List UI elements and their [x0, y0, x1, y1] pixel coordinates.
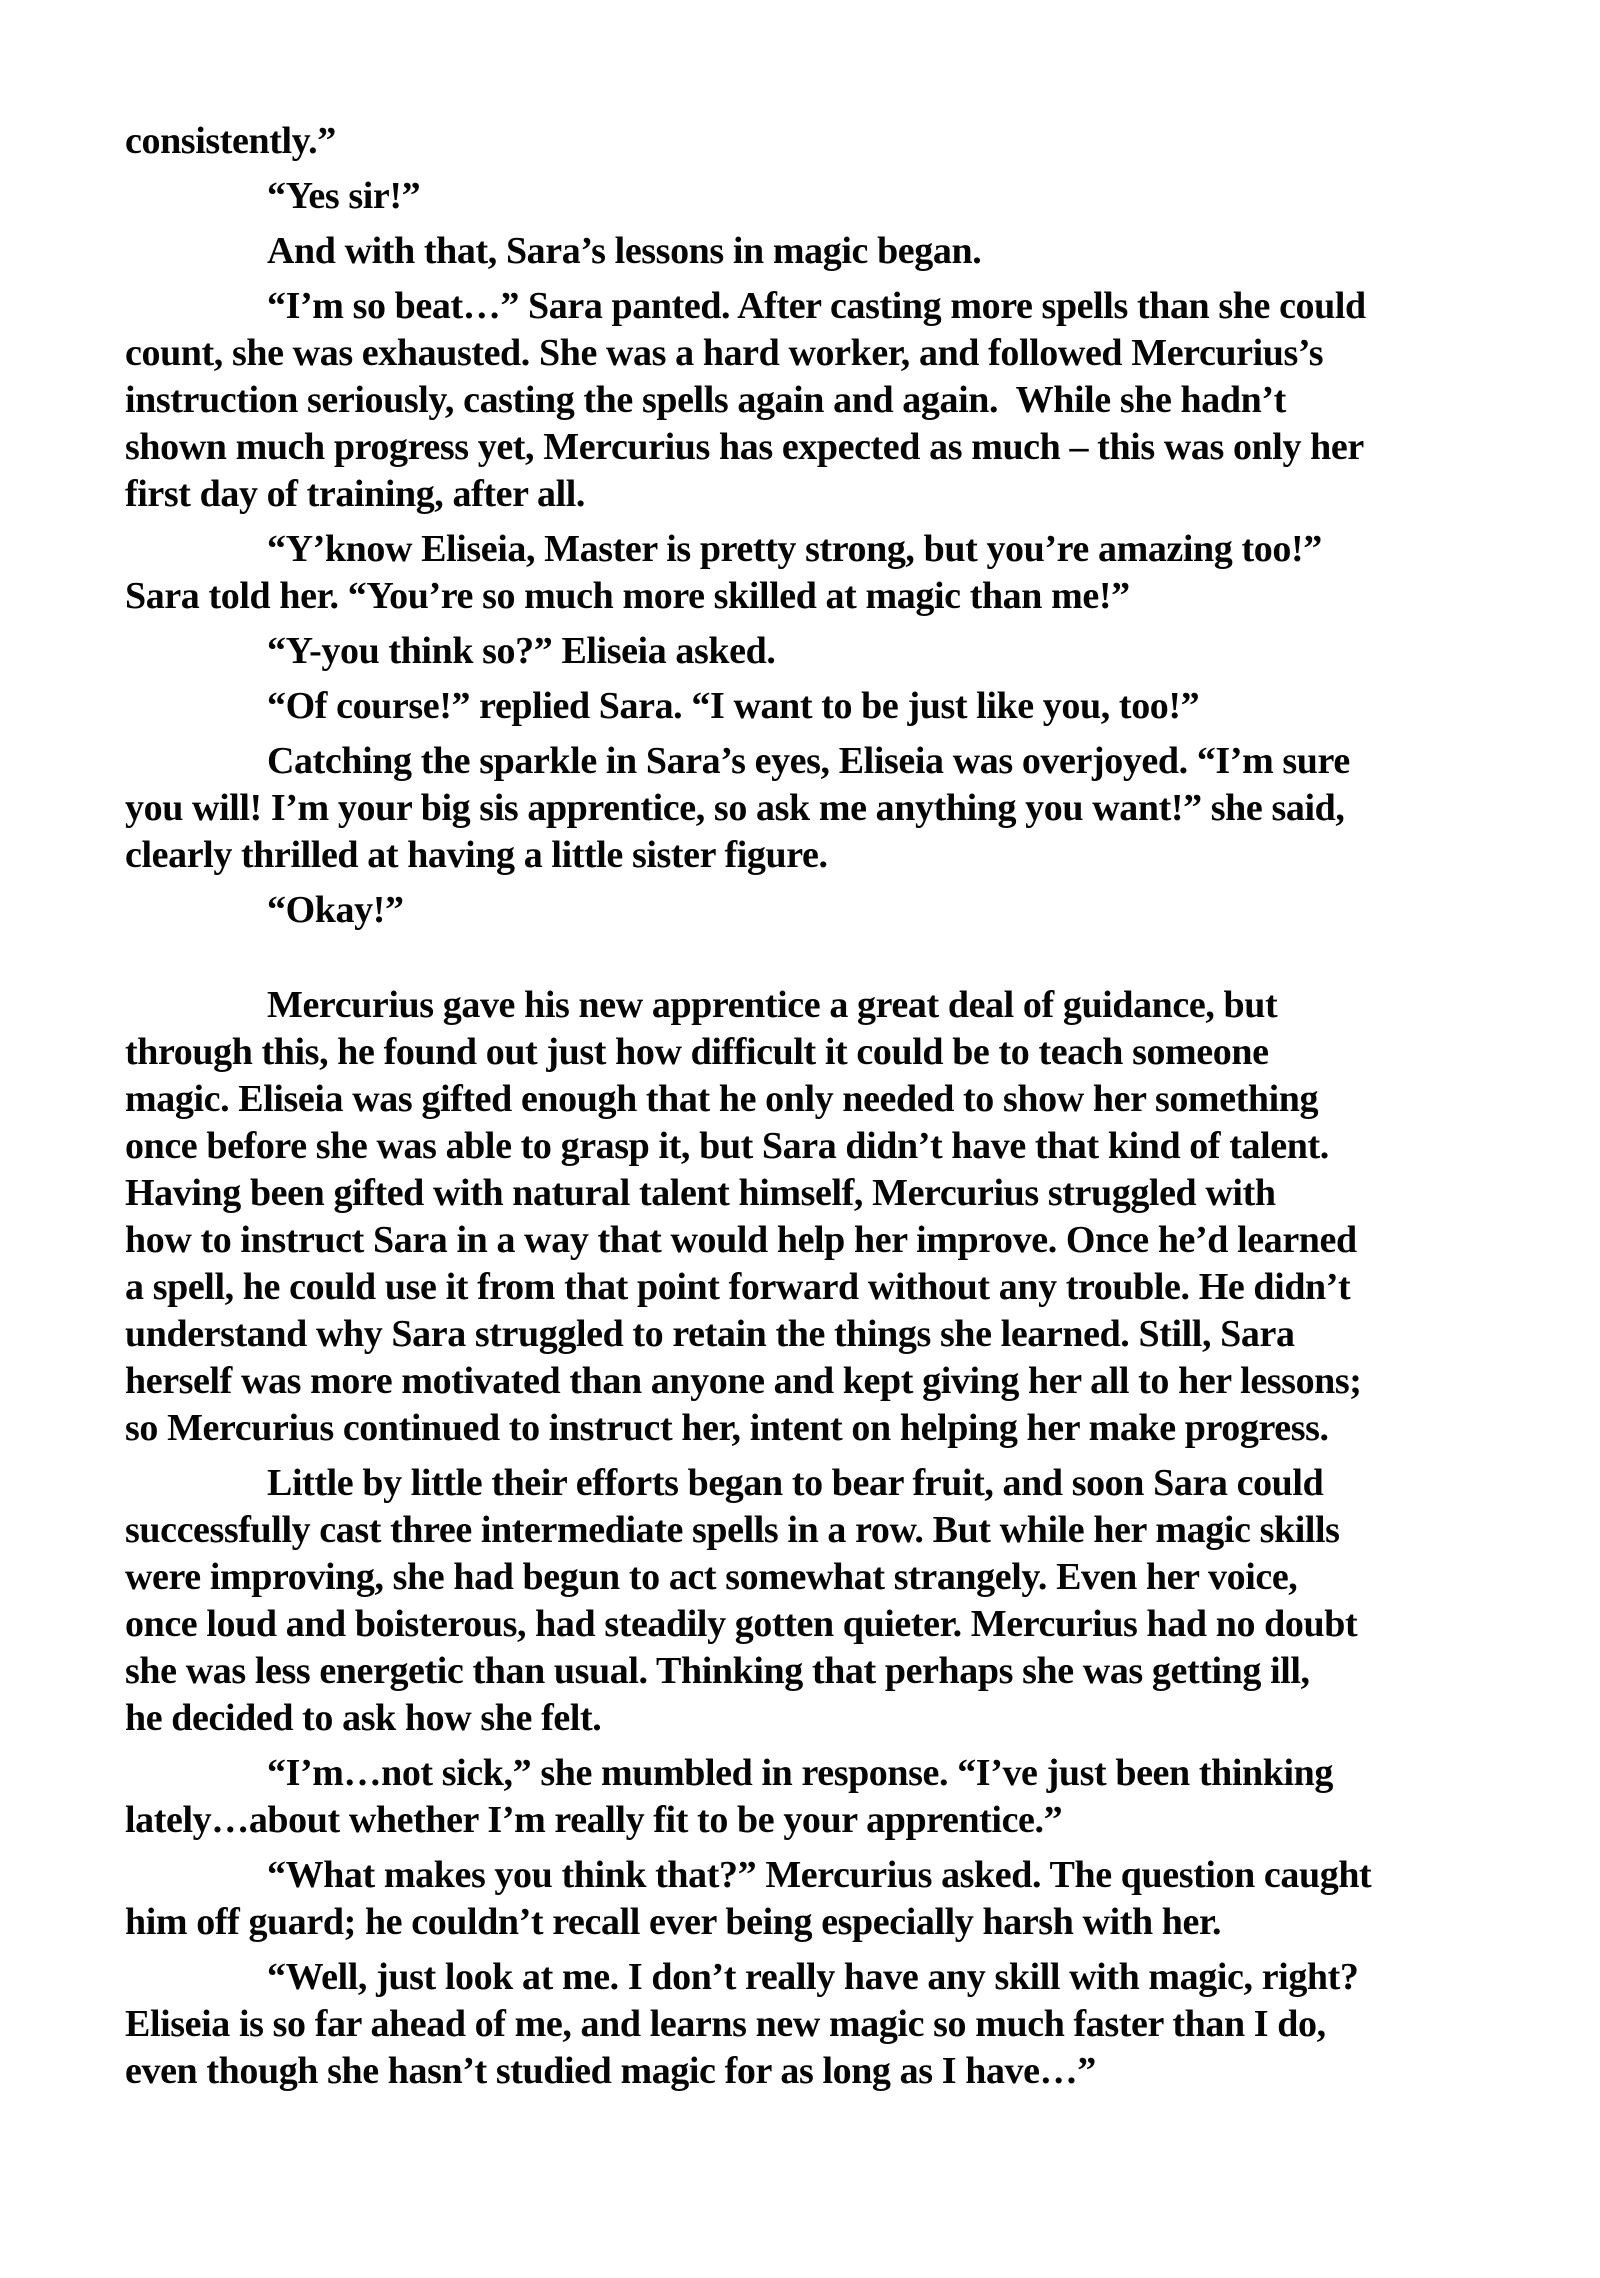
text-line: herself was more motivated than anyone and kept giving her all to her lessons;	[125, 1360, 1362, 1402]
paragraph	[125, 228, 1485, 275]
paragraph	[125, 1750, 1485, 1844]
section-spacer	[125, 942, 1485, 982]
paragraph	[125, 1852, 1485, 1946]
text-line: first day of training, after all.	[125, 473, 585, 515]
text-line: even though she hasn’t studied magic for as long as I have…”	[125, 2050, 1096, 2092]
text-line: “Well, just look at me. I don’t really have any skill with magic, right?	[267, 1956, 1359, 1998]
text-line: consistently.”	[125, 120, 336, 162]
text-line: clearly thrilled at having a little sister figure.	[125, 834, 828, 876]
text-line: lately…about whether I’m really fit to be your apprentice.”	[125, 1799, 1063, 1841]
text-line: so Mercurius continued to instruct her, intent on helping her make progress.	[125, 1407, 1329, 1449]
text-line: “Okay!”	[267, 889, 404, 931]
text-line: magic. Eliseia was gifted enough that he only needed to show her something	[125, 1078, 1319, 1120]
paragraph	[125, 683, 1485, 730]
text-line: Eliseia is so far ahead of me, and learns new magic so much faster than I do,	[125, 2003, 1326, 2045]
text-line: “What makes you think that?” Mercurius asked. The question caught	[267, 1854, 1372, 1896]
text-line: how to instruct Sara in a way that would help her improve. Once he’d learned	[125, 1219, 1357, 1261]
text-line: Sara told her. “You’re so much more skilled at magic than me!”	[125, 575, 1130, 617]
text-line: “I’m…not sick,” she mumbled in response. “I’ve just been thinking	[267, 1752, 1333, 1794]
paragraph	[125, 283, 1485, 518]
text-line: once before she was able to grasp it, but Sara didn’t have that kind of talent.	[125, 1125, 1329, 1167]
text-line: him off guard; he couldn’t recall ever being especially harsh with her.	[125, 1901, 1222, 1943]
text-line: understand why Sara struggled to retain the things she learned. Still, Sara	[125, 1313, 1295, 1355]
text-line: shown much progress yet, Mercurius has expected as much – this was only her	[125, 426, 1364, 468]
text-line: Mercurius gave his new apprentice a great deal of guidance, but	[267, 984, 1278, 1026]
text-line: successfully cast three intermediate spells in a row. But while her magic skills	[125, 1509, 1340, 1551]
paragraph	[125, 982, 1485, 1452]
paragraph	[125, 173, 1485, 220]
text-line: a spell, he could use it from that point forward without any trouble. He didn’t	[125, 1266, 1351, 1308]
text-line: you will! I’m your big sis apprentice, so ask me anything you want!” she said,	[125, 787, 1345, 829]
text-line: Catching the sparkle in Sara’s eyes, Eliseia was overjoyed. “I’m sure	[267, 740, 1350, 782]
paragraph	[125, 1954, 1485, 2095]
paragraph	[125, 526, 1485, 620]
text-line: “I’m so beat…” Sara panted. After casting more spells than she could	[267, 285, 1366, 327]
text-line: Little by little their efforts began to bear fruit, and soon Sara could	[267, 1462, 1324, 1504]
paragraph	[125, 738, 1485, 879]
text-line: “Y-you think so?” Eliseia asked.	[267, 630, 776, 672]
text-line: count, she was exhausted. She was a hard worker, and followed Mercurius’s	[125, 332, 1324, 374]
text-line: she was less energetic than usual. Thinking that perhaps she was getting ill,	[125, 1650, 1310, 1692]
text-line: once loud and boisterous, had steadily gotten quieter. Mercurius had no doubt	[125, 1603, 1358, 1645]
text-line: were improving, she had begun to act somewhat strangely. Even her voice,	[125, 1556, 1298, 1598]
text-line: he decided to ask how she felt.	[125, 1697, 602, 1739]
paragraph	[125, 118, 1485, 165]
text-line: “Y’know Eliseia, Master is pretty strong, but you’re amazing too!”	[267, 528, 1322, 570]
text-line: “Yes sir!”	[267, 175, 421, 217]
page-text	[125, 118, 1485, 2103]
paragraph	[125, 628, 1485, 675]
paragraph	[125, 887, 1485, 934]
text-line: And with that, Sara’s lessons in magic began.	[267, 230, 982, 272]
text-line: instruction seriously, casting the spells again and again. While she hadn’t	[125, 379, 1286, 421]
text-line: Having been gifted with natural talent himself, Mercurius struggled with	[125, 1172, 1276, 1214]
text-line: through this, he found out just how difficult it could be to teach someone	[125, 1031, 1269, 1073]
text-line: “Of course!” replied Sara. “I want to be just like you, too!”	[267, 685, 1200, 727]
paragraph	[125, 1460, 1485, 1742]
